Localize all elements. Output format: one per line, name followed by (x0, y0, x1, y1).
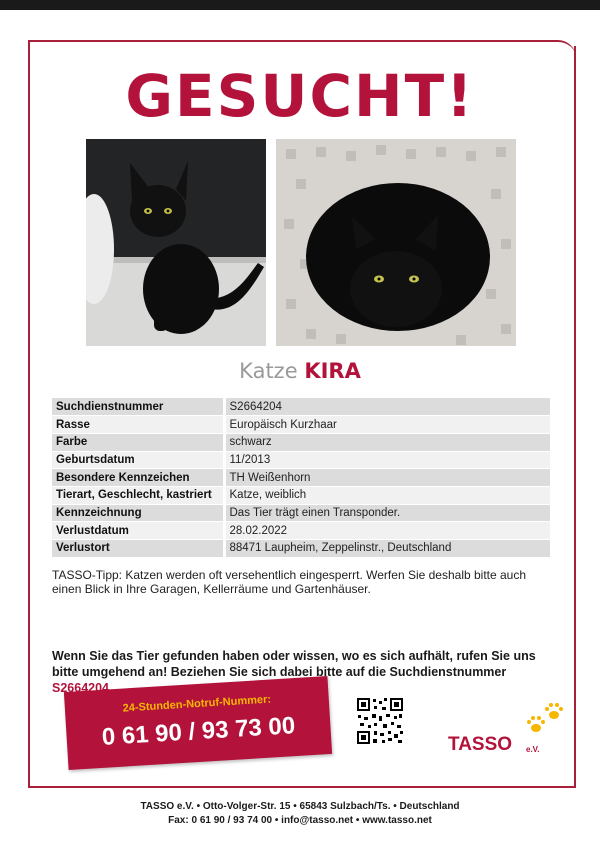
top-strip (0, 0, 600, 10)
info-key: Verlustdatum (52, 522, 224, 540)
info-row (52, 416, 550, 434)
info-key: Besondere Kennzeichen (52, 469, 224, 487)
info-value: Katze, weiblich (224, 486, 550, 504)
info-row (52, 433, 550, 451)
info-key: Tierart, Geschlecht, kastriert (52, 486, 224, 504)
logo-suffix: e.V. (526, 745, 540, 754)
info-value: schwarz (224, 433, 550, 451)
call-search-number: S2664204 (52, 681, 110, 695)
info-key: Geburtsdatum (52, 451, 224, 469)
hotline-label: 24-Stunden-Notruf-Nummer: (122, 693, 272, 715)
info-row (52, 504, 550, 522)
cat-name-heading (0, 359, 600, 383)
info-value: 11/2013 (224, 451, 550, 469)
cat-name: KIRA (304, 359, 361, 383)
info-value: Das Tier trägt einen Transponder. (224, 504, 550, 522)
call-end: . (109, 681, 113, 695)
info-key: Verlustort (52, 540, 224, 558)
info-row (52, 540, 550, 558)
paw-prints-icon (448, 700, 578, 736)
call-text: Wenn Sie das Tier gefunden haben oder wissen, wo es sich aufhält, rufen Sie uns bitte umgehend an! Beziehen Sie sich dabei bitte auf die Suchdienstnummer (52, 649, 536, 679)
footer-contact: Fax: 0 61 90 / 93 74 00 • info@tasso.net • www.tasso.net (168, 815, 432, 826)
info-row (52, 451, 550, 469)
footer-address: TASSO e.V. • Otto-Volger-Str. 15 • 65843 Sulzbach/Ts. • Deutschland (140, 801, 460, 812)
poster-frame-right (574, 46, 576, 786)
poster-title: GESUCHT! (125, 62, 475, 130)
tasso-logo (448, 700, 578, 760)
hotline-phone[interactable]: 0 61 90 / 93 73 00 (101, 712, 296, 751)
tasso-tip: TASSO-Tipp: Katzen werden oft versehentlich eingesperrt. Werfen Sie deshalb bitte auch einen Blick in Ihre Garagen, Kellerräume und Gartenhäuser. (52, 568, 527, 596)
info-key: Kennzeichnung (52, 504, 224, 522)
info-row (52, 486, 550, 504)
info-value: TH Weißenhorn (224, 469, 550, 487)
cat-photo-sitting (86, 139, 266, 346)
info-table (52, 398, 550, 558)
info-row (52, 398, 550, 416)
info-key: Suchdienstnummer (52, 398, 224, 416)
info-row (52, 522, 550, 540)
info-value: 88471 Laupheim, Zeppelinstr., Deutschland (224, 540, 550, 558)
hotline-box (64, 676, 332, 770)
cat-photo-curled (276, 139, 516, 346)
cat-species: Katze (239, 359, 298, 383)
info-row (52, 469, 550, 487)
info-key: Farbe (52, 433, 224, 451)
info-value: 28.02.2022 (224, 522, 550, 540)
info-value: S2664204 (224, 398, 550, 416)
qr-code[interactable] (356, 697, 404, 745)
logo-text: TASSO (448, 734, 513, 755)
footer (0, 800, 600, 828)
info-value: Europäisch Kurzhaar (224, 416, 550, 434)
info-key: Rasse (52, 416, 224, 434)
